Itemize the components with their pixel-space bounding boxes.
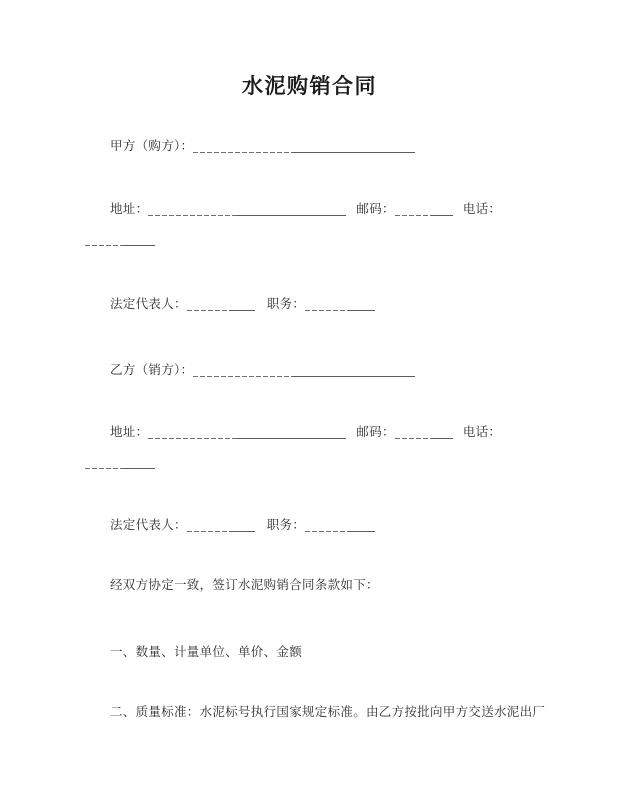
party-b-phone-blank-wrap: [85, 447, 155, 477]
clause-2: [110, 697, 590, 727]
clause-1-text: 数量、计量单位、单价、金额: [135, 644, 303, 659]
party-b-phone-blank[interactable]: [85, 459, 155, 469]
preamble-paragraph: 经双方协定一致，签订水泥购销合同条款如下：: [110, 577, 379, 592]
party-b-representative-line: [110, 510, 580, 540]
party-a-postcode-label: 邮码：: [356, 201, 395, 216]
party-b-representative-label: 法定代表人：: [110, 517, 187, 532]
clause-1-number: 一、: [110, 644, 136, 659]
party-b-phone-label: 电话：: [462, 424, 502, 439]
party-b-representative-blank[interactable]: [187, 522, 255, 532]
party-a-phone-blank-wrap: [85, 224, 155, 254]
party-a-address-blank[interactable]: [148, 206, 346, 216]
party-a-phone-label: 电话：: [462, 201, 502, 216]
party-a-representative-blank[interactable]: [187, 301, 255, 311]
party-b-address-line: [110, 417, 580, 447]
party-b-address-blank[interactable]: [148, 429, 346, 439]
party-a-representative-label: 法定代表人：: [110, 296, 187, 311]
page-title: 水泥购销合同: [242, 74, 377, 98]
party-a-line: [110, 131, 580, 161]
party-b-duty-label: 职务：: [266, 517, 306, 532]
party-b-postcode-blank[interactable]: [395, 429, 453, 439]
clause-2-text: 质量标准：水泥标号执行国家规定标准。由乙方按批向甲方交送水泥出厂: [135, 704, 546, 719]
party-a-name-blank[interactable]: [193, 143, 415, 153]
party-a-duty-blank[interactable]: [305, 301, 375, 311]
clause-1: [110, 637, 590, 667]
party-b-line: [110, 355, 580, 385]
party-b-label: 乙方（销方）：: [110, 362, 194, 377]
party-a-address-label: 地址：: [110, 201, 149, 216]
party-b-name-blank[interactable]: [193, 367, 415, 377]
clause-2-number: 二、: [110, 704, 136, 719]
party-b-postcode-label: 邮码：: [356, 424, 395, 439]
party-b-address-label: 地址：: [110, 424, 149, 439]
party-a-phone-blank[interactable]: [85, 236, 155, 246]
party-a-label: 甲方（购方）：: [110, 138, 194, 153]
party-a-representative-line: [110, 289, 580, 319]
party-a-address-line: [110, 194, 580, 224]
party-a-postcode-blank[interactable]: [395, 206, 453, 216]
party-b-duty-blank[interactable]: [305, 522, 375, 532]
party-a-duty-label: 职务：: [266, 296, 306, 311]
